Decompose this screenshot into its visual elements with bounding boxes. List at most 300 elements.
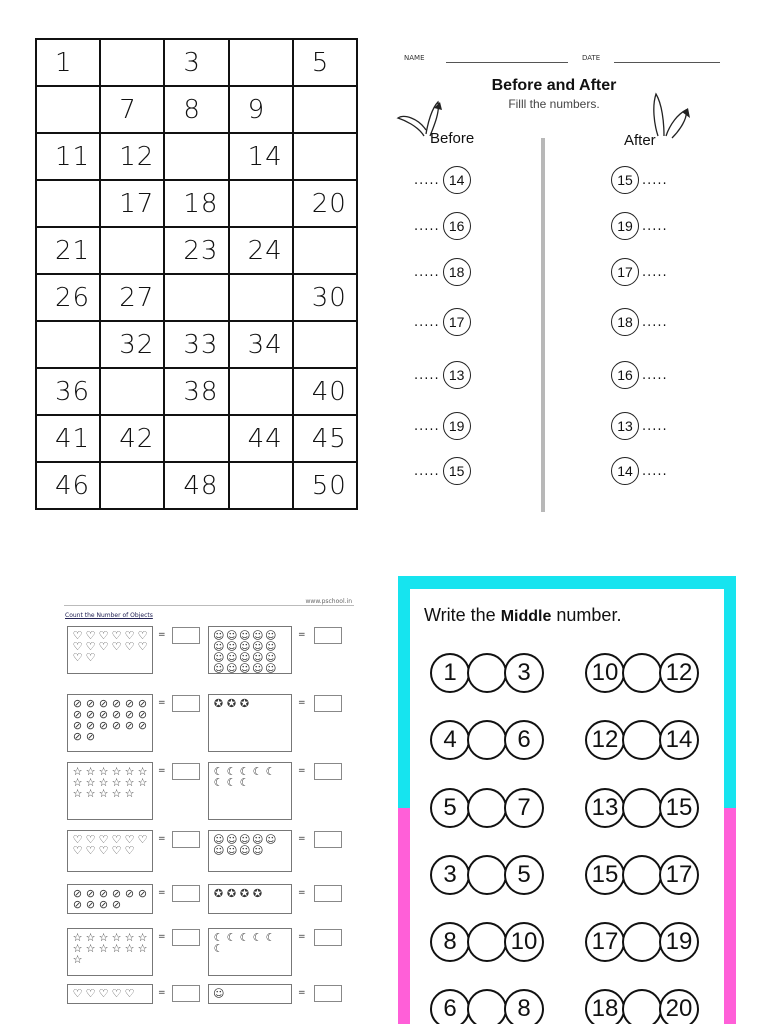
number-circle: 3	[430, 855, 470, 895]
heart-icon: ♡	[98, 987, 109, 1000]
object-group-box	[208, 694, 292, 752]
grid-blank-cell[interactable]	[164, 415, 228, 462]
smiley-icon: ☺	[265, 662, 277, 675]
after-item	[611, 361, 668, 389]
number-circle: 19	[443, 412, 471, 440]
leaf-icon: ⊘	[137, 708, 148, 721]
smiley-icon: ☺	[213, 833, 225, 846]
answer-circle[interactable]	[622, 788, 662, 828]
grid-blank-cell[interactable]	[293, 86, 357, 133]
object-group-box	[208, 626, 292, 674]
object-group-box	[67, 984, 153, 1004]
before-item	[414, 457, 471, 485]
moon-icon: ☾	[239, 776, 250, 789]
heart-icon: ♡	[111, 844, 122, 857]
star-icon: ☆	[85, 942, 96, 955]
equals-sign: =	[158, 698, 166, 708]
grid-blank-cell[interactable]	[100, 368, 164, 415]
header-rule	[64, 605, 354, 606]
star-icon: ☆	[85, 787, 96, 800]
leaf-icon: ⊘	[85, 887, 96, 900]
smiley-icon: ☺	[213, 651, 225, 664]
smiley-icon: ☺	[252, 629, 264, 642]
grid-number-cell: 34	[229, 321, 293, 368]
answer-blank[interactable]: .....	[642, 172, 668, 188]
title-prefix: Write the	[424, 605, 496, 625]
after-column-label: After	[624, 132, 656, 149]
smiley-icon: ☺	[213, 844, 225, 857]
answer-blank[interactable]: .....	[414, 418, 440, 434]
smiley-icon: ☺	[226, 640, 238, 653]
answer-box[interactable]	[314, 985, 342, 1002]
number-circle: 8	[504, 989, 544, 1024]
grid-blank-cell[interactable]	[229, 39, 293, 86]
object-group-box	[67, 884, 153, 914]
heart-icon: ♡	[111, 833, 122, 846]
grid-blank-cell[interactable]	[100, 462, 164, 509]
moon-icon: ☾	[239, 931, 250, 944]
grid-number-cell: 50	[293, 462, 357, 509]
number-circle: 6	[504, 720, 544, 760]
object-group-box	[67, 762, 153, 820]
heart-icon: ♡	[124, 629, 135, 642]
number-circle: 18	[443, 258, 471, 286]
number-circle: 16	[443, 212, 471, 240]
smiley-icon: ☺	[252, 640, 264, 653]
moon-icon: ☾	[239, 765, 250, 778]
title-suffix: number.	[556, 605, 622, 625]
answer-blank[interactable]: .....	[414, 218, 440, 234]
grid-blank-cell[interactable]	[164, 133, 228, 180]
star-icon: ☆	[124, 942, 135, 955]
leaf-icon: ⊘	[124, 887, 135, 900]
leaf-icon: ⊘	[85, 697, 96, 710]
grid-number-cell: 23	[164, 227, 228, 274]
star-coin-icon: ✪	[226, 887, 237, 900]
equals-sign: =	[158, 630, 166, 640]
grid-number-cell: 3	[164, 39, 228, 86]
smiley-icon: ☺	[239, 662, 251, 675]
before-item	[414, 308, 471, 336]
grid-blank-cell[interactable]	[164, 274, 228, 321]
grid-number-cell: 14	[229, 133, 293, 180]
star-coin-icon: ✪	[213, 887, 224, 900]
smiley-icon: ☺	[226, 662, 238, 675]
smiley-icon: ☺	[239, 640, 251, 653]
star-icon: ☆	[98, 931, 109, 944]
worksheet-subtitle: Filll the numbers.	[508, 97, 600, 111]
grid-number-cell: 46	[36, 462, 100, 509]
before-after-worksheet	[386, 40, 712, 514]
grid-blank-cell[interactable]	[36, 86, 100, 133]
grid-number-cell: 24	[229, 227, 293, 274]
grid-number-cell: 27	[100, 274, 164, 321]
grid-number-cell: 18	[164, 180, 228, 227]
number-circle: 12	[585, 720, 625, 760]
leaf-icon: ⊘	[111, 719, 122, 732]
name-label: NAME	[404, 54, 425, 62]
star-icon: ☆	[137, 776, 148, 789]
heart-icon: ♡	[137, 640, 148, 653]
grid-blank-cell[interactable]	[229, 368, 293, 415]
answer-circle[interactable]	[467, 855, 507, 895]
grid-number-cell: 32	[100, 321, 164, 368]
answer-blank[interactable]: .....	[642, 367, 668, 383]
middle-number-triple	[585, 788, 699, 828]
leaf-icon: ⊘	[98, 697, 109, 710]
number-grid-worksheet	[35, 38, 358, 510]
heart-icon: ♡	[124, 833, 135, 846]
heart-icon: ♡	[85, 629, 96, 642]
answer-blank[interactable]: .....	[642, 463, 668, 479]
leaf-icon: ⊘	[124, 708, 135, 721]
star-icon: ☆	[137, 942, 148, 955]
equals-sign: =	[158, 834, 166, 844]
middle-number-triple	[430, 855, 544, 895]
moon-icon: ☾	[265, 765, 276, 778]
answer-circle[interactable]	[467, 922, 507, 962]
number-circle: 17	[659, 855, 699, 895]
number-circle: 17	[611, 258, 639, 286]
answer-circle[interactable]	[467, 788, 507, 828]
star-icon: ☆	[72, 942, 83, 955]
grid-number-cell: 9	[229, 86, 293, 133]
leaf-icon: ⊘	[72, 730, 83, 743]
number-circle: 15	[585, 855, 625, 895]
answer-box[interactable]	[172, 885, 200, 902]
number-circle: 7	[504, 788, 544, 828]
moon-icon: ☾	[252, 931, 263, 944]
heart-icon: ♡	[98, 629, 109, 642]
grid-blank-cell[interactable]	[229, 462, 293, 509]
date-line	[614, 62, 720, 63]
smiley-icon: ☺	[226, 833, 238, 846]
answer-box[interactable]	[172, 831, 200, 848]
answer-box[interactable]	[314, 763, 342, 780]
leaf-icon: ⊘	[98, 898, 109, 911]
after-item	[611, 166, 668, 194]
leaf-icon: ⊘	[85, 898, 96, 911]
number-circle: 1	[430, 653, 470, 693]
leaf-icon: ⊘	[98, 887, 109, 900]
star-icon: ☆	[98, 765, 109, 778]
smiley-icon: ☺	[239, 629, 251, 642]
number-circle: 17	[443, 308, 471, 336]
answer-box[interactable]	[314, 695, 342, 712]
middle-number-triple	[430, 720, 544, 760]
grid-number-cell: 41	[36, 415, 100, 462]
site-url: www.pschool.in	[305, 598, 352, 605]
leaf-icon: ⊘	[72, 898, 83, 911]
star-icon: ☆	[124, 776, 135, 789]
heart-icon: ♡	[85, 640, 96, 653]
after-item	[611, 457, 668, 485]
moon-icon: ☾	[252, 765, 263, 778]
grid-number-cell: 48	[164, 462, 228, 509]
number-circle: 5	[430, 788, 470, 828]
grid-blank-cell[interactable]	[100, 227, 164, 274]
heart-icon: ♡	[72, 651, 83, 664]
heart-icon: ♡	[111, 640, 122, 653]
equals-sign: =	[298, 932, 306, 942]
equals-sign: =	[298, 988, 306, 998]
number-circle: 8	[430, 922, 470, 962]
answer-blank[interactable]: .....	[414, 264, 440, 280]
heart-icon: ♡	[111, 629, 122, 642]
heart-icon: ♡	[98, 833, 109, 846]
date-label: DATE	[582, 54, 601, 62]
star-icon: ☆	[111, 765, 122, 778]
number-circle: 18	[611, 308, 639, 336]
smiley-icon: ☺	[265, 629, 277, 642]
number-circle: 15	[659, 788, 699, 828]
number-circle: 13	[585, 788, 625, 828]
grid-row	[36, 227, 357, 274]
smiley-icon: ☺	[226, 651, 238, 664]
answer-blank[interactable]: .....	[642, 264, 668, 280]
middle-number-triple	[430, 989, 544, 1024]
heart-icon: ♡	[85, 833, 96, 846]
name-line	[446, 62, 568, 63]
grid-blank-cell[interactable]	[100, 39, 164, 86]
star-icon: ☆	[98, 776, 109, 789]
middle-number-triple	[585, 653, 699, 693]
star-icon: ☆	[137, 765, 148, 778]
answer-blank[interactable]: .....	[414, 172, 440, 188]
after-item	[611, 412, 668, 440]
star-coin-icon: ✪	[226, 697, 237, 710]
star-icon: ☆	[124, 787, 135, 800]
heart-icon: ♡	[111, 987, 122, 1000]
after-item	[611, 212, 668, 240]
grid-number-cell: 42	[100, 415, 164, 462]
answer-circle[interactable]	[467, 720, 507, 760]
answer-blank[interactable]: .....	[414, 463, 440, 479]
grid-number-cell: 11	[36, 133, 100, 180]
smiley-icon: ☺	[252, 662, 264, 675]
grid-number-cell: 38	[164, 368, 228, 415]
title-bold-word: Middle	[500, 608, 552, 625]
leaf-icon: ⊘	[72, 887, 83, 900]
smiley-icon: ☺	[239, 844, 251, 857]
grid-blank-cell[interactable]	[293, 227, 357, 274]
answer-box[interactable]	[314, 929, 342, 946]
leaf-icon: ⊘	[137, 719, 148, 732]
answer-box[interactable]	[314, 627, 342, 644]
star-icon: ☆	[85, 765, 96, 778]
after-item	[611, 308, 668, 336]
worksheet-title	[424, 605, 621, 626]
star-icon: ☆	[85, 931, 96, 944]
smiley-icon: ☺	[226, 844, 238, 857]
answer-box[interactable]	[314, 831, 342, 848]
star-coin-icon: ✪	[239, 697, 250, 710]
number-circle: 19	[611, 212, 639, 240]
moon-icon: ☾	[226, 765, 237, 778]
answer-circle[interactable]	[622, 653, 662, 693]
object-group-box	[67, 694, 153, 752]
star-icon: ☆	[111, 776, 122, 789]
equals-sign: =	[298, 888, 306, 898]
number-circle: 10	[585, 653, 625, 693]
answer-blank[interactable]: .....	[642, 218, 668, 234]
answer-box[interactable]	[172, 695, 200, 712]
heart-icon: ♡	[72, 833, 83, 846]
answer-circle[interactable]	[622, 855, 662, 895]
grid-number-cell: 40	[293, 368, 357, 415]
number-circle: 10	[504, 922, 544, 962]
smiley-icon: ☺	[265, 833, 277, 846]
number-circle: 6	[430, 989, 470, 1024]
grid-blank-cell[interactable]	[229, 180, 293, 227]
moon-icon: ☾	[213, 765, 224, 778]
before-column-label: Before	[430, 130, 475, 147]
heart-icon: ♡	[124, 640, 135, 653]
number-circle: 14	[443, 166, 471, 194]
grid-number-cell: 45	[293, 415, 357, 462]
star-coin-icon: ✪	[213, 697, 224, 710]
number-circle: 3	[504, 653, 544, 693]
grid-row	[36, 180, 357, 227]
before-item	[414, 258, 471, 286]
middle-number-triple	[585, 720, 699, 760]
leaf-icon: ⊘	[137, 887, 148, 900]
grid-blank-cell[interactable]	[229, 274, 293, 321]
smiley-icon: ☺	[252, 651, 264, 664]
number-circle: 12	[659, 653, 699, 693]
number-circle: 19	[659, 922, 699, 962]
leaf-icon: ⊘	[111, 887, 122, 900]
answer-box[interactable]	[172, 627, 200, 644]
answer-circle[interactable]	[622, 720, 662, 760]
heart-icon: ♡	[85, 651, 96, 664]
grid-number-cell: 44	[229, 415, 293, 462]
worksheet-title: Count the Number of Objects	[65, 612, 153, 619]
object-group-box	[67, 928, 153, 976]
answer-blank[interactable]: .....	[414, 314, 440, 330]
star-icon: ☆	[111, 931, 122, 944]
leaf-icon: ⊘	[111, 697, 122, 710]
grid-row	[36, 86, 357, 133]
leaf-icon: ⊘	[72, 719, 83, 732]
smiley-icon: ☺	[213, 662, 225, 675]
grid-row	[36, 415, 357, 462]
moon-icon: ☾	[213, 776, 224, 789]
grid-number-cell: 30	[293, 274, 357, 321]
leaf-icon: ⊘	[72, 697, 83, 710]
answer-circle[interactable]	[467, 653, 507, 693]
number-circle: 20	[659, 989, 699, 1024]
answer-circle[interactable]	[467, 989, 507, 1024]
object-group-box	[208, 830, 292, 872]
middle-number-triple	[430, 788, 544, 828]
star-coin-icon: ✪	[239, 887, 250, 900]
count-objects-worksheet	[60, 592, 358, 1012]
star-icon: ☆	[124, 765, 135, 778]
leaf-icon: ⊘	[124, 719, 135, 732]
number-circle: 16	[611, 361, 639, 389]
answer-box[interactable]	[172, 763, 200, 780]
before-item	[414, 412, 471, 440]
object-group-box	[67, 830, 153, 872]
equals-sign: =	[298, 834, 306, 844]
answer-circle[interactable]	[622, 922, 662, 962]
heart-icon: ♡	[85, 987, 96, 1000]
equals-sign: =	[158, 888, 166, 898]
middle-number-triple	[585, 922, 699, 962]
heart-icon: ♡	[72, 987, 83, 1000]
leaf-icon: ⊘	[72, 708, 83, 721]
leaf-icon: ⊘	[111, 708, 122, 721]
middle-number-triple	[585, 989, 699, 1024]
object-group-box	[208, 928, 292, 976]
heart-icon: ♡	[72, 629, 83, 642]
answer-circle[interactable]	[622, 989, 662, 1024]
answer-blank[interactable]: .....	[414, 367, 440, 383]
smiley-icon: ☺	[265, 651, 277, 664]
middle-number-triple	[585, 855, 699, 895]
middle-number-triple	[430, 922, 544, 962]
number-circle: 13	[443, 361, 471, 389]
smiley-icon: ☺	[239, 651, 251, 664]
smiley-icon: ☺	[252, 833, 264, 846]
grid-row	[36, 274, 357, 321]
answer-box[interactable]	[172, 985, 200, 1002]
name-date-header	[404, 54, 704, 66]
before-item	[414, 212, 471, 240]
grid-number-cell: 20	[293, 180, 357, 227]
answer-box[interactable]	[314, 885, 342, 902]
star-icon: ☆	[72, 931, 83, 944]
grid-number-cell: 36	[36, 368, 100, 415]
equals-sign: =	[158, 766, 166, 776]
answer-box[interactable]	[172, 929, 200, 946]
grid-row	[36, 39, 357, 86]
after-item	[611, 258, 668, 286]
column-divider	[541, 138, 545, 512]
smiley-icon: ☺	[239, 833, 251, 846]
star-icon: ☆	[72, 953, 83, 966]
grid-blank-cell[interactable]	[36, 180, 100, 227]
answer-blank[interactable]: .....	[642, 314, 668, 330]
grid-blank-cell[interactable]	[293, 321, 357, 368]
before-item	[414, 166, 471, 194]
star-icon: ☆	[98, 942, 109, 955]
object-group-box	[208, 762, 292, 820]
grid-number-cell: 7	[100, 86, 164, 133]
leaf-icon: ⊘	[85, 730, 96, 743]
middle-number-sheet	[410, 589, 724, 1024]
grid-number-cell: 8	[164, 86, 228, 133]
grid-row	[36, 462, 357, 509]
moon-icon: ☾	[265, 931, 276, 944]
smiley-icon: ☺	[213, 640, 225, 653]
answer-blank[interactable]: .....	[642, 418, 668, 434]
heart-icon: ♡	[124, 987, 135, 1000]
moon-icon: ☾	[213, 931, 224, 944]
grid-blank-cell[interactable]	[36, 321, 100, 368]
grid-row	[36, 321, 357, 368]
number-circle: 15	[611, 166, 639, 194]
object-group-box	[67, 626, 153, 674]
number-circle: 14	[659, 720, 699, 760]
moon-icon: ☾	[226, 776, 237, 789]
grid-blank-cell[interactable]	[293, 133, 357, 180]
leaf-icon: ⊘	[85, 708, 96, 721]
heart-icon: ♡	[98, 640, 109, 653]
heart-icon: ♡	[124, 844, 135, 857]
grid-number-cell: 5	[293, 39, 357, 86]
